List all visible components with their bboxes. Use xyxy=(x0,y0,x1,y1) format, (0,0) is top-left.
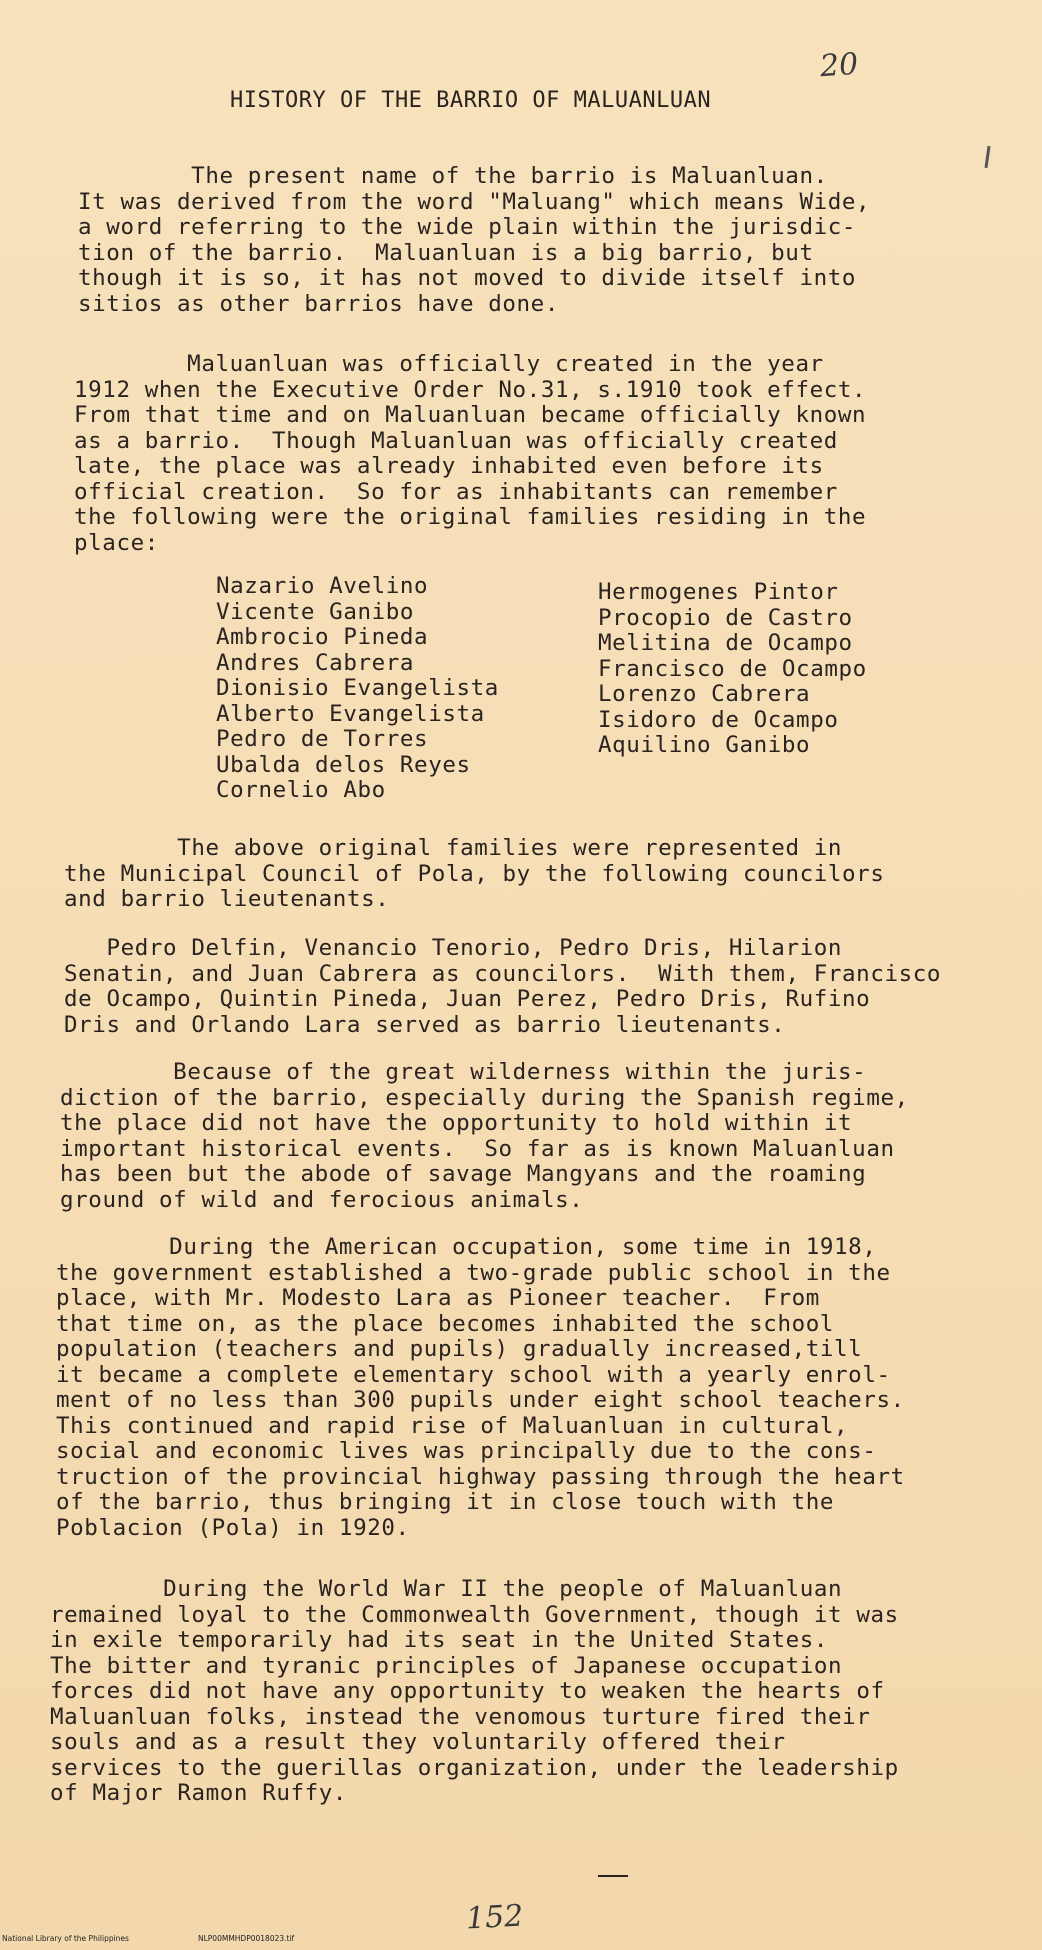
family-name: Hermogenes Pintor xyxy=(598,579,839,605)
paragraph-councilors: Pedro Delfin, Venancio Tenorio, Pedro Dris, Hilarion Senatin, and Juan Cabrera as councilors. With them, Francisco de Ocampo, Quintin Pineda, Juan Perez, Pedro Dris, Rufino Dris and Orlando Lara served as barrio lieutenants. xyxy=(64,935,942,1038)
families-list-left xyxy=(216,574,499,804)
family-name: Dionisio Evangelista xyxy=(216,675,499,701)
family-name: Andres Cabrera xyxy=(216,649,415,676)
family-name: Ambrocio Pineda xyxy=(216,624,429,650)
family-name: Cornelio Abo xyxy=(216,777,386,803)
family-name: Aquilino Ganibo xyxy=(598,732,811,758)
family-name: Vicente Ganibo xyxy=(216,598,415,625)
families-list-right xyxy=(598,580,867,759)
document-title: HISTORY OF THE BARRIO OF MALUANLUAN xyxy=(230,88,712,113)
paragraph-creation: Maluanluan was officially created in the year 1912 when the Executive Order No.31, s.1910 took effect. From that time and on Maluanluan became officially known as a barrio. Though Maluanluan was officially created late, the place was already inhabited even before its official creation. So for as inhabitants can remember the following were the original families residing in the place: xyxy=(74,351,867,556)
family-name: Nazario Avelino xyxy=(216,573,429,599)
pencil-mark xyxy=(984,146,990,168)
family-name: Procopio de Castro xyxy=(598,604,853,631)
end-mark xyxy=(598,1875,628,1877)
family-name: Alberto Evangelista xyxy=(216,700,485,727)
family-name: Ubalda delos Reyes xyxy=(216,751,471,778)
paragraph-world-war-ii: During the World War II the people of Maluanluan remained loyal to the Commonwealth Government, though it was in exile temporarily had its seat in the United States. The bitter and tyranic principles of Japanese occupation forces did not have any opportunity to weaken the hearts of Maluanluan folks, instead the venomous turture fired their souls and as a result they voluntarily offered their services to the guerillas organization, under the leadership of Major Ramon Ruffy. xyxy=(50,1576,899,1806)
footer-file-id: NLP00MMHDP0018023.tif xyxy=(198,1934,295,1943)
footer-library: National Library of the Philippines xyxy=(2,1934,129,1943)
family-name: Pedro de Torres xyxy=(216,726,429,752)
handwritten-folio-number: 152 xyxy=(465,1898,525,1937)
paragraph-spanish-regime: Because of the great wilderness within the juris- diction of the barrio, especially during the Spanish regime, the place did not have the opportunity to hold within it important historical events. So far as is known Maluanluan has been but the abode of savage Mangyans and the roaming ground of wild and ferocious animals. xyxy=(60,1059,909,1213)
paragraph-american-occupation: During the American occupation, some time in 1918, the government established a two-grade public school in the place, with Mr. Modesto Lara as Pioneer teacher. From that time on, as the place becomes inhabited the school population (teachers and pupils) gradually increased,till it became a complete elementary school with a yearly enrol- ment of no less than 300 pupils under eight school teachers. This continued and rapid rise of Maluanluan in cultural, social and economic lives was principally due to the cons- truction of the provincial highway passing through the heart of the barrio, thus bringing it in close touch with the Poblacion (Pola) in 1920. xyxy=(56,1234,905,1541)
handwritten-page-number: 20 xyxy=(818,46,860,85)
family-name: Isidoro de Ocampo xyxy=(598,706,839,733)
family-name: Francisco de Ocampo xyxy=(598,655,867,682)
family-name: Melitina de Ocampo xyxy=(598,630,853,656)
family-name: Lorenzo Cabrera xyxy=(598,681,811,707)
paragraph-name-origin: The present name of the barrio is Maluanluan. It was derived from the word "Maluang" which means Wide, a word referring to the wide plain within the jurisdic- tion of the barrio. Maluanluan is a big barrio, but though it is so, it has not moved to divide itself into sitios as other barrios have done. xyxy=(78,163,871,317)
paragraph-council: The above original families were represented in the Municipal Council of Pola, by the following councilors and barrio lieutenants. xyxy=(64,835,885,912)
